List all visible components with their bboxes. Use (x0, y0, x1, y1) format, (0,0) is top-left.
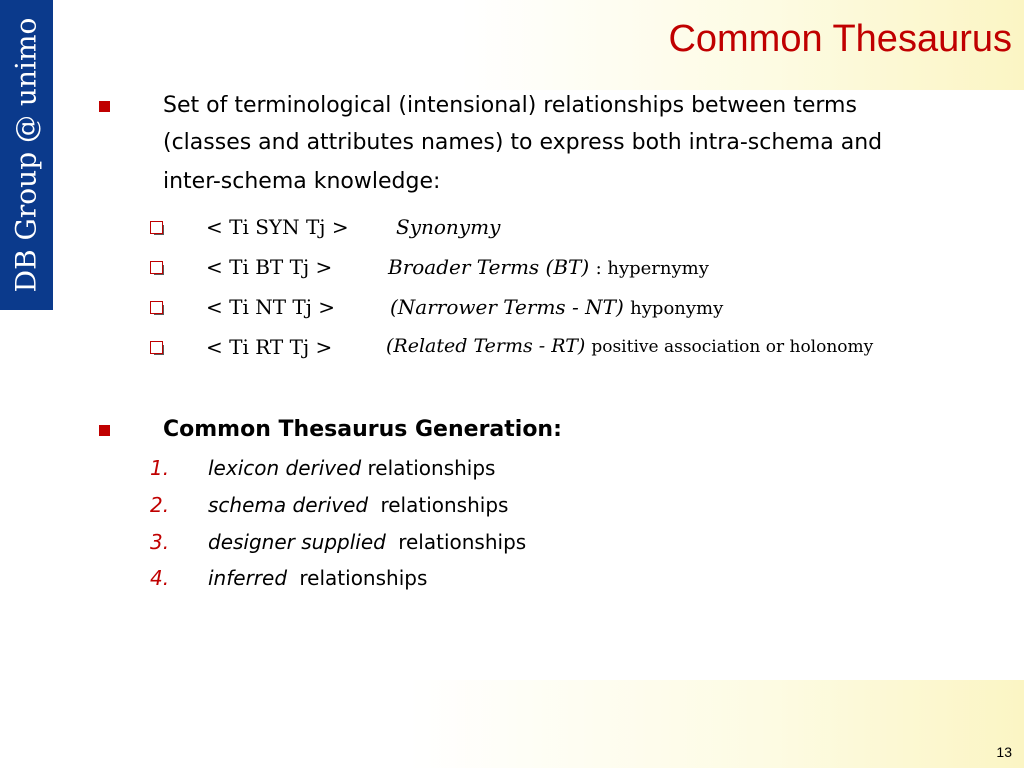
checkbox-bullet-icon (150, 341, 163, 354)
generation-text (208, 530, 526, 554)
generation-italic: lexicon derived (208, 456, 362, 480)
relation-notation: < Ti BT Tj > (206, 255, 333, 279)
relation-desc: positive association or holonomy (591, 337, 874, 357)
generation-rest: relationships (299, 566, 428, 590)
checkbox-bullet-icon (150, 301, 163, 314)
relation-name-desc (386, 335, 873, 357)
generation-rest: relationships (398, 530, 527, 554)
list-number: 2. (150, 493, 170, 517)
sidebar-label: DB Group @ unimo (9, 17, 43, 293)
page-number: 13 (996, 744, 1012, 760)
bullet1-line3: inter-schema knowledge: (163, 169, 441, 194)
relation-notation: < Ti SYN Tj > (206, 215, 349, 239)
list-number: 3. (150, 530, 170, 554)
bullet1-line2: (classes and attributes names) to express both intra-schema and (163, 130, 883, 155)
generation-text (208, 566, 427, 590)
list-number: 4. (150, 566, 170, 590)
relation-name: (Related Terms - RT) (386, 335, 586, 357)
relation-notation: < Ti RT Tj > (206, 335, 333, 359)
generation-text (208, 456, 495, 480)
generation-rest: relationships (380, 493, 509, 517)
relation-desc: : hypernymy (595, 258, 709, 279)
bullet-square-icon (99, 425, 110, 436)
relation-name: (Narrower Terms - NT) (390, 295, 624, 319)
relation-notation: < Ti NT Tj > (206, 295, 336, 319)
relation-name-desc (388, 255, 709, 279)
bullet1-line1: Set of terminological (intensional) relationships between terms (163, 93, 857, 118)
relation-name: Synonymy (396, 215, 501, 239)
relation-desc: hyponymy (630, 298, 724, 319)
slide-title: Common Thesaurus (668, 18, 1012, 60)
relation-name: Broader Terms (BT) (388, 255, 590, 279)
list-number: 1. (150, 456, 170, 480)
generation-italic: inferred (208, 566, 288, 590)
generation-italic: schema derived (208, 493, 369, 517)
checkbox-bullet-icon (150, 221, 163, 234)
relation-name-desc (390, 295, 723, 319)
generation-text (208, 493, 508, 517)
generation-rest: relationships (367, 456, 496, 480)
generation-italic: designer supplied (208, 530, 386, 554)
bullet-square-icon (99, 101, 110, 112)
checkbox-bullet-icon (150, 261, 163, 274)
generation-heading: Common Thesaurus Generation: (163, 417, 562, 442)
